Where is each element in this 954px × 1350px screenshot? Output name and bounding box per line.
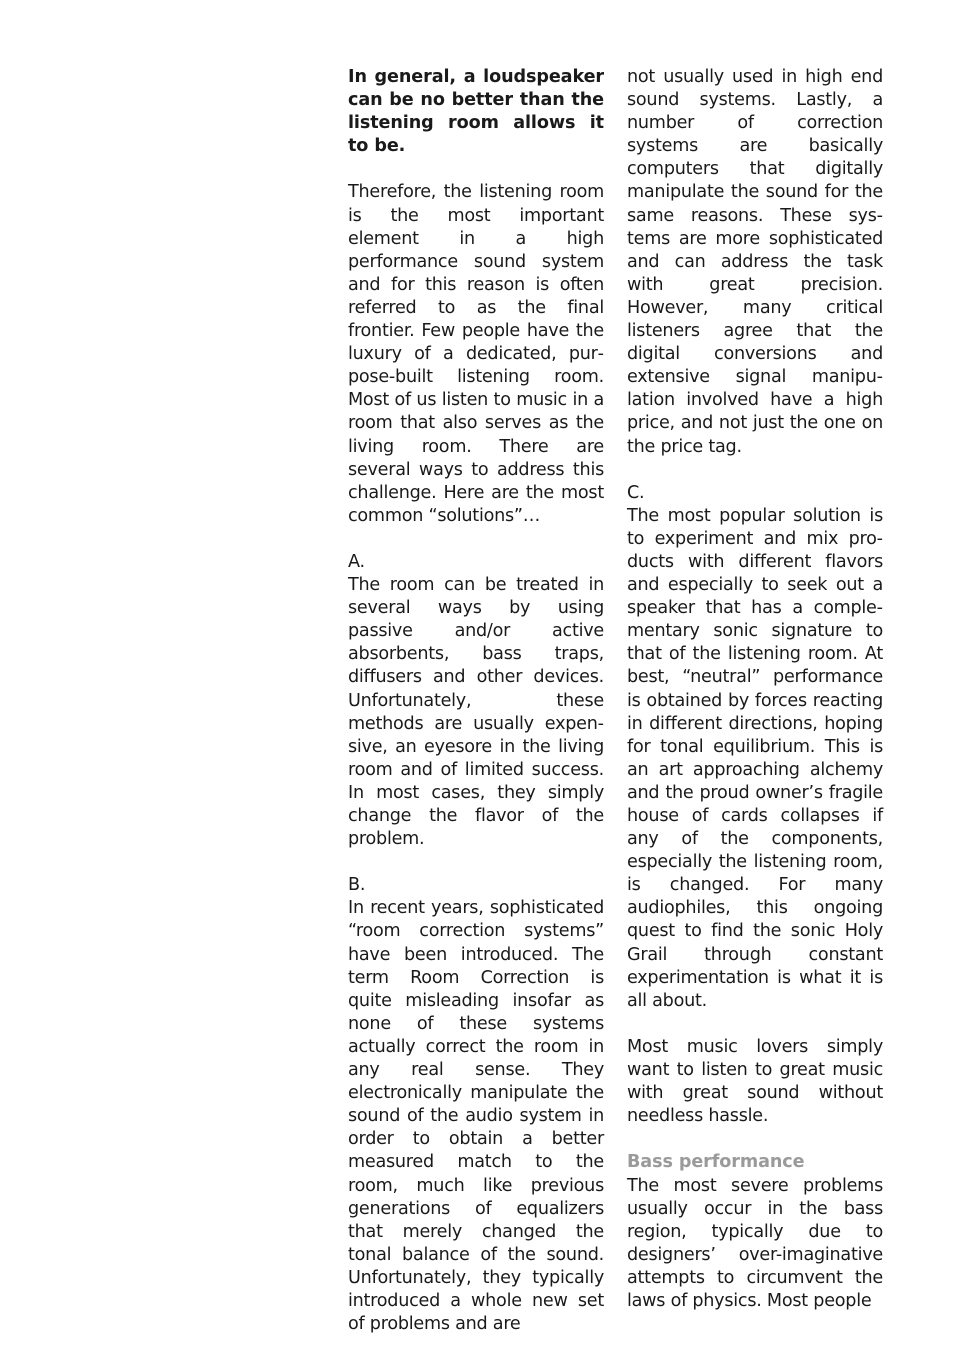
conclusion-paragraph: Most music lovers simply want to listen to great music with great sound without needless hassle. (627, 1036, 883, 1127)
section-b (348, 874, 604, 1336)
bass-performance-heading: Bass performance (627, 1152, 805, 1173)
section-c-label: C. (627, 482, 645, 503)
section-b-continued: not usually used in high end sound systems. Lastly, a number of correction systems are basically computers that digitally manipulate the sound for the same reasons. These systems are more sophisticated and can address the task with great precision. However, many critical listeners agree that the digital conversions and extensive signal manipulation involved have a high price, and not just the one on the price tag. (627, 67, 883, 457)
bass-performance-text: The most severe problems usually occur in the bass region, typically due to designers’ over-imaginative attempts to circumvent the laws of physics. Most people (627, 1175, 883, 1311)
section-c-text: The most popular solution is to experiment and mix products with different flavors and especially to seek out a speaker that has a complementary sonic signature to that of the listening room. At best, “neutral” performance is obtained by forces reacting in different directions, hoping for tonal equilibrium. This is an art approaching alchemy and the proud owner’s fragile house of cards collapses if any of the components, especially the listening room, is changed. For many audiophiles, this ongoing quest to find the sonic Holy Grail through constant experimentation is what it is all about. (627, 505, 883, 1011)
intro-paragraph: Therefore, the listening room is the most important element in a high performance sound system and for this reason is often referred to as the final frontier. Few people have the luxury of a dedicated, purpose-built listening room. Most of us listen to music in a room that also serves as the living room. There are several ways to address this challenge. Here are the most common “solutions”… (348, 182, 604, 526)
section-c (627, 482, 883, 1013)
left-column (348, 66, 604, 1336)
section-a (348, 551, 604, 851)
section-b-label: B. (348, 875, 366, 896)
section-b-text: In recent years, sophisticated “room correction systems” have been introduced. The term Room Correction is quite misleading insofar as none of these systems actually correct the room in any real sense. They electronically manipulate the sound of the audio system in order to obtain a better measured match to the room, much like previous generations of equalizers that merely changed the tonal balance of the sound. Unfortunately, they typically introduced a whole new set of problems and are (348, 898, 604, 1335)
section-a-label: A. (348, 551, 365, 572)
right-column (627, 66, 883, 1313)
section-a-text: The room can be treated in several ways by using passive and/or active absorbents, bass traps, diffusers and other devices. Unfortunately, these methods are usually expensive, an eyesore in the living room and of limited success. In most cases, they simply change the flavor of the problem. (348, 575, 604, 850)
lead-statement: In general, a loudspeaker can be no better than the listening room allows it to be. (348, 67, 604, 157)
